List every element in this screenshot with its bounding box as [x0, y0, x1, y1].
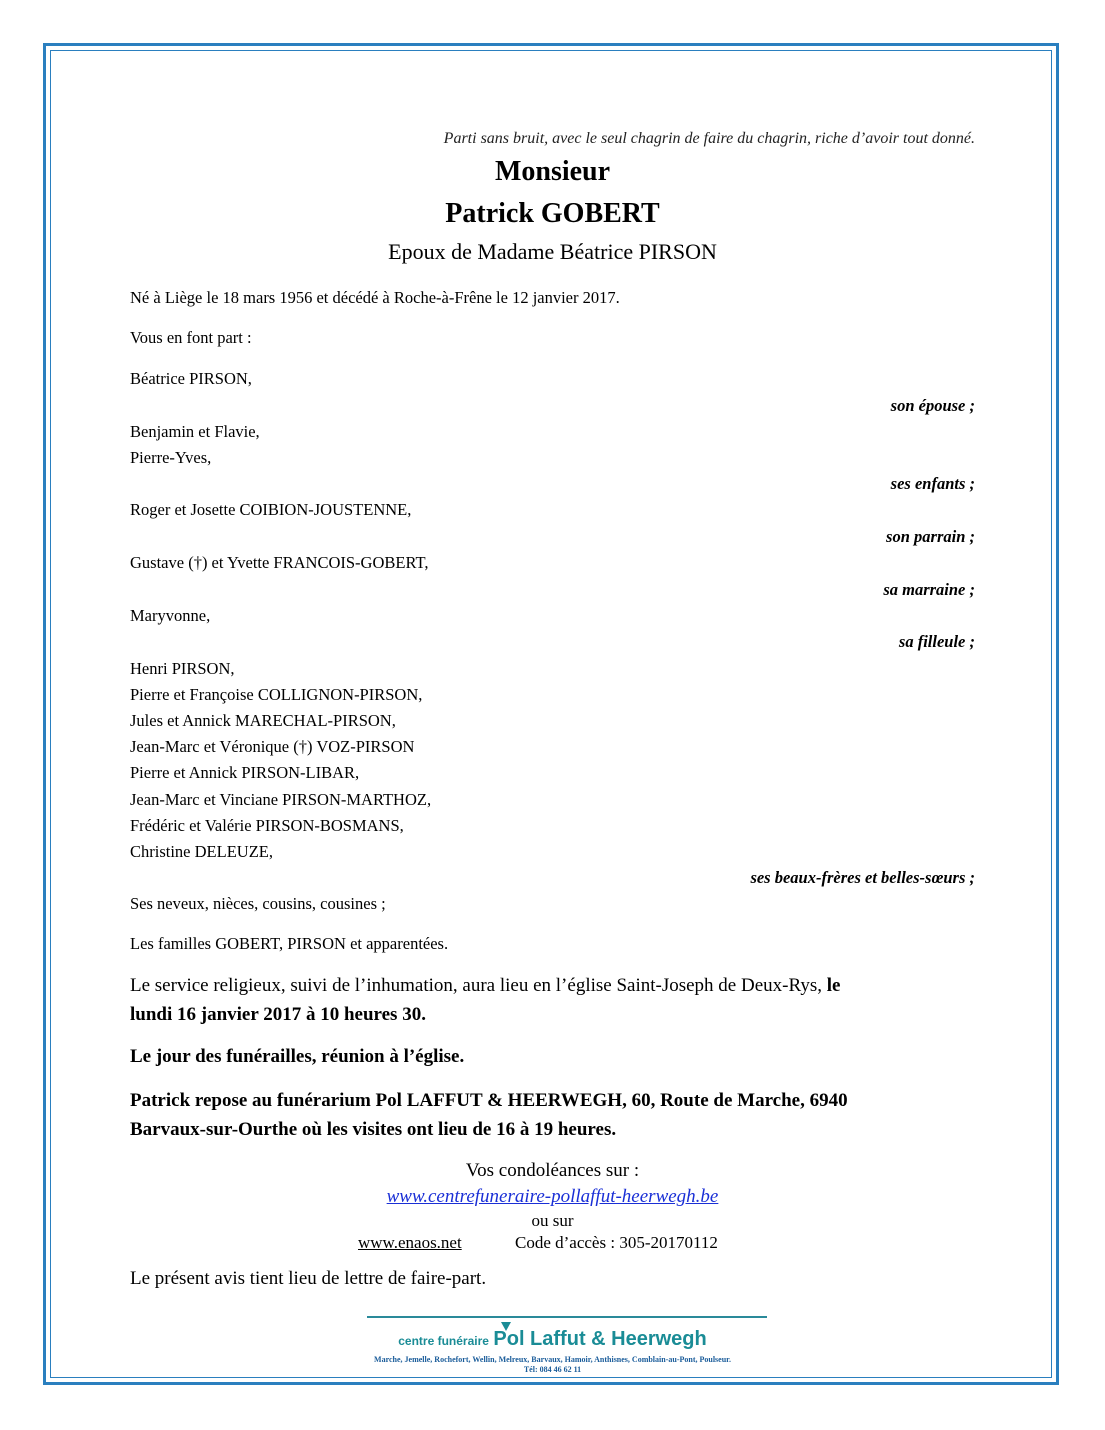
access-code: Code d’accès : 305-20170112 [515, 1233, 718, 1252]
repose-line-2: Barvaux-sur-Ourthe où les visites ont lieu de 16 à 19 heures. [130, 1119, 617, 1140]
reunion: Le jour des funérailles, réunion à l’église. [130, 1046, 465, 1067]
role-beaux: ses beaux-frères et belles-sœurs ; [750, 868, 975, 887]
family-beau: Frédéric et Valérie PIRSON-BOSMANS, [130, 816, 404, 835]
family-epouse: Béatrice PIRSON, [130, 369, 252, 388]
title-monsieur: Monsieur [494, 156, 611, 187]
family-beau: Christine DELEUZE, [130, 842, 273, 861]
role-enfants: ses enfants ; [890, 474, 975, 493]
family-beau: Pierre et Françoise COLLIGNON-PIRSON, [130, 685, 423, 704]
family-marraine: Gustave (†) et Yvette FRANCOIS-GOBERT, [130, 553, 429, 572]
service-line-2: lundi 16 janvier 2017 à 10 heures 30. [130, 1004, 426, 1025]
funeral-home-logo [0, 1328, 1105, 1351]
deceased-name: Patrick GOBERT [445, 198, 660, 229]
family-beau: Pierre et Annick PIRSON-LIBAR, [130, 763, 360, 782]
family-neveux: Ses neveux, nièces, cousins, cousines ; [130, 894, 386, 913]
logo-prefix: centre funéraire [398, 1334, 489, 1348]
role-epouse: son épouse ; [890, 396, 975, 415]
family-beau: Jean-Marc et Véronique (†) VOZ-PIRSON [130, 737, 415, 756]
spouse-line: Epoux de Madame Béatrice PIRSON [388, 239, 717, 264]
role-marraine: sa marraine ; [883, 580, 975, 599]
service-line-1 [130, 975, 841, 997]
repose-line-1: Patrick repose au funérarium Pol LAFFUT & HEERWEGH, 60, Route de Marche, 6940 [130, 1090, 848, 1111]
intro: Vous en font part : [130, 328, 252, 347]
family-beau: Henri PIRSON, [130, 659, 235, 678]
logo-tel: Tél: 084 46 62 11 [523, 1365, 582, 1374]
family-beau: Jules et Annick MARECHAL-PIRSON, [130, 711, 396, 730]
family-familles: Les familles GOBERT, PIRSON et apparentées. [130, 934, 449, 953]
family-enfant: Pierre-Yves, [130, 448, 212, 467]
footer-note: Le présent avis tient lieu de lettre de faire-part. [130, 1268, 487, 1289]
birth-death: Né à Liège le 18 mars 1956 et décédé à Roche-à-Frêne le 12 janvier 2017. [130, 288, 620, 307]
family-beau: Jean-Marc et Vinciane PIRSON-MARTHOZ, [130, 790, 432, 809]
role-filleule: sa filleule ; [898, 632, 975, 651]
service-text: Le service religieux, suivi de l’inhumation, aura lieu en l’église Saint-Joseph de Deux-Rys, [130, 975, 823, 996]
logo-name: Pol Laffut & Heerwegh [493, 1328, 707, 1350]
family-enfant: Benjamin et Flavie, [130, 422, 260, 441]
enaos-link[interactable]: www.enaos.net [358, 1233, 462, 1252]
family-filleule: Maryvonne, [130, 606, 211, 625]
family-parrain: Roger et Josette COIBION-JOUSTENNE, [130, 500, 412, 519]
role-parrain: son parrain ; [886, 527, 975, 546]
logo-locations: Marche, Jemelle, Rochefort, Wellin, Melreux, Barvaux, Hamoir, Anthisnes, Comblain-au-Pont, Poulseur. [374, 1355, 731, 1364]
condoleances-label: Vos condoléances sur : [465, 1160, 640, 1181]
service-le: le [826, 975, 841, 996]
condoleances-link-line [0, 1186, 1105, 1208]
logo-rule [367, 1316, 767, 1318]
ou-sur: ou sur [531, 1211, 574, 1230]
epigraph: Parti sans bruit, avec le seul chagrin de faire du chagrin, riche d’avoir tout donné. [443, 130, 975, 147]
condoleances-link[interactable]: www.centrefuneraire-pollaffut-heerwegh.be [386, 1186, 719, 1207]
